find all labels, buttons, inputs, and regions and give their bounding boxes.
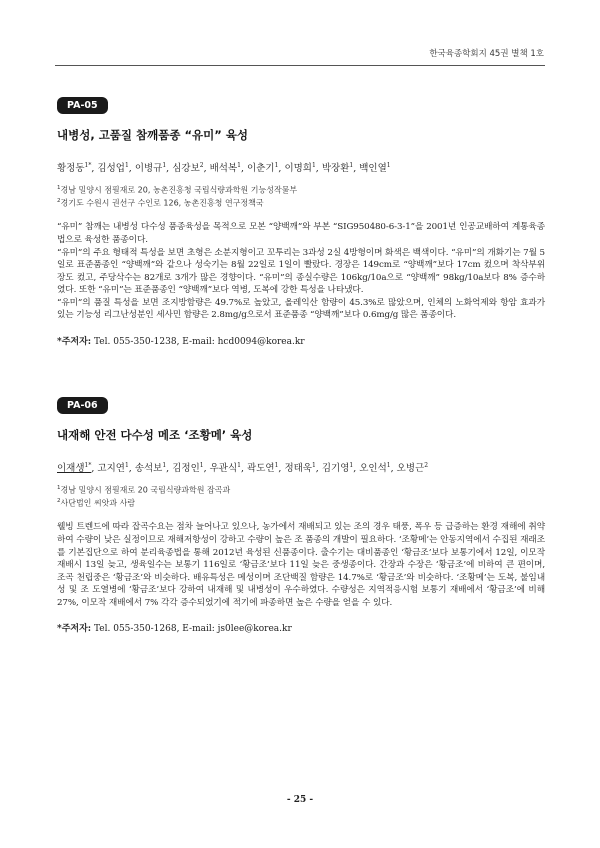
abstract-code-badge: PA-05 <box>57 97 108 114</box>
author: 정태욱$^1$ <box>284 461 316 474</box>
affiliation: $^1$경남 밀양시 점필재로 20 국립식량과학원 잡곡과 <box>57 485 231 495</box>
author: 이춘기$^1$ <box>247 161 279 174</box>
affiliations <box>57 183 545 208</box>
abstract-body <box>57 221 545 322</box>
abstract-title: 내재해 안전 다수성 메조 ‘조황메’ 육성 <box>57 428 253 442</box>
abstract-pa05 <box>57 93 545 347</box>
author: 배석복$^1$ <box>209 161 241 174</box>
author: 이명희$^1$ <box>284 161 316 174</box>
body-paragraph: 웰빙 트렌드에 따라 잡곡수요는 점차 늘어나고 있으나, 농가에서 재배되고 있는 조의 경우 태풍, 폭우 등 급증하는 환경 재해에 취약하여 수량이 낮은 실정이므로 재해저항성이 강하고 수량이 높은 조 품종의 개발이 필요하다. ‘조황메’는 안동지역에서 수집된 재래조를 기본집단으로 하여 분리육종법을 통해 2012년 육성된 신품종이다. 출수기는 대비품종인 ‘황금조’보다 보통기에서 12일, 이모작재배시 13일 늦고, 생육일수는 보통기 116일로 ‘황금조’보다 11일 늦은 중생종이다. 간장과 수장은 ‘황금조’에 비하여 큰 편이며, 조곡 천립중은 ‘황금조’와 비슷하다. 배유특성은 메성이며 조단백질 함량은 14.7%로 ‘황금조’와 비슷하다. ‘조황메’는 도복, 불임내성 및 조 도열병에 ‘황금조’보다 강하여 내재해 및 내병성이 우수하였다. 수량성은 지역적응시험 보통기 재배에서 ‘황금조’에 비해 27%, 이모작 재배에서 7% 각각 증수되었기에 적기에 파종하면 높은 수량을 얻을 수 있다. <box>57 522 545 608</box>
affiliations <box>57 483 545 508</box>
author: 오인석$^1$ <box>359 461 391 474</box>
contact-details: Tel. 055-350-1238, E-mail: hcd0094@korea.kr <box>94 337 305 348</box>
author: 박장환$^1$ <box>321 161 354 174</box>
affiliation: $^2$사단법인 씨앗과 사람 <box>57 497 136 508</box>
author: 곽도연$^1$ <box>247 461 279 474</box>
body-paragraph: “유미”의 주요 형태적 특성을 보면 초형은 소분지형이고 꼬투리는 3과성 2실 4방형이며 화색은 백색이다. “유미”의 개화기는 7월 5일로 표준품종인 “양백깨”와 같으나 성숙기는 8월 22일로 1일이 빨랐다. 경장은 149cm로 “양백깨”보다 17cm 컸으며 착삭부위장도 컸고, 주당삭수는 82개로 3개가 많은 경향이다. “유미”의 종실수량은 106kg/10a으로 “양백깨” 98kg/10a보다 8% 증수하였다. 또한 “유미”는 표준품종인 “양백깨”보다 역병, 도복에 강한 특성을 나타냈다. <box>57 247 545 296</box>
body-paragraph: “유미” 참깨는 내병성 다수성 품종육성을 목적으로 모본 “양백깨”와 부본 “SIG950480-6-3-1”을 2001년 인공교배하여 계통육종법으로 육성한 품종이다. <box>57 222 545 245</box>
corresponding-author-contact <box>57 334 545 347</box>
author: 송석보$^1$ <box>134 461 167 474</box>
author: 이재생$^{1*}$ <box>57 461 92 474</box>
corresponding-author-contact <box>57 621 545 634</box>
author: 심강보$^2$ <box>172 161 204 174</box>
author: 김정인$^1$ <box>172 461 204 474</box>
author: 백인열$^1$ <box>359 161 391 174</box>
author: 고지연$^1$ <box>97 461 129 474</box>
author: 김성업$^1$ <box>97 161 129 174</box>
running-head <box>0 0 600 68</box>
author: 김기영$^1$ <box>321 461 354 474</box>
header-rule <box>55 65 545 66</box>
author: 우관식$^1$ <box>209 461 241 474</box>
author: 황정동$^{1*}$ <box>57 161 92 174</box>
abstract-body <box>57 521 545 609</box>
contact-label: *주저자: <box>57 337 92 348</box>
author-list: 이재생$^{1*}$, 고지연$^1$, 송석보$^1$, 김정인$^1$, 우관식$^1$, 곽도연$^1$, 정태욱$^1$, 김기영$^1$, 오인석$^1$, 오병근$^2$ <box>57 461 429 474</box>
abstract-pa06 <box>57 393 545 634</box>
author: 오병근$^2$ <box>396 461 429 474</box>
contact-details: Tel. 055-350-1268, E-mail: js0lee@korea.kr <box>94 624 292 635</box>
affiliation: $^1$경남 밀양시 점필재로 20, 농촌진흥청 국립식량과학원 기능성작물부 <box>57 185 298 195</box>
affiliation: $^2$경기도 수원시 권선구 수인로 126, 농촌진흥청 연구정책국 <box>57 197 264 208</box>
page-number: - 25 - <box>286 795 314 805</box>
author-list: 황정동$^{1*}$, 김성업$^1$, 이병규$^1$, 심강보$^2$, 배석복$^1$, 이춘기$^1$, 이명희$^1$, 박장환$^1$, 백인열$^1$ <box>57 161 391 174</box>
abstract-title: 내병성, 고품질 참깨품종 “유미” 육성 <box>57 128 249 142</box>
abstract-code-badge: PA-06 <box>57 397 108 414</box>
author: 이병규$^1$ <box>134 161 167 174</box>
contact-label: *주저자: <box>57 624 92 635</box>
body-paragraph: “유미”의 품질 특성을 보면 조지방함량은 49.7%로 높았고, 올레익산 함량이 45.3%로 많았으며, 인체의 노화억제와 항암 효과가 있는 기능성 리그난성분인 세사민 함량은 2.8mg/g으로서 표준품종 “양백깨”보다 0.6mg/g 많은 품종이다. <box>57 297 545 321</box>
journal-title: 한국육종학회지 45권 별책 1호 <box>429 49 544 59</box>
